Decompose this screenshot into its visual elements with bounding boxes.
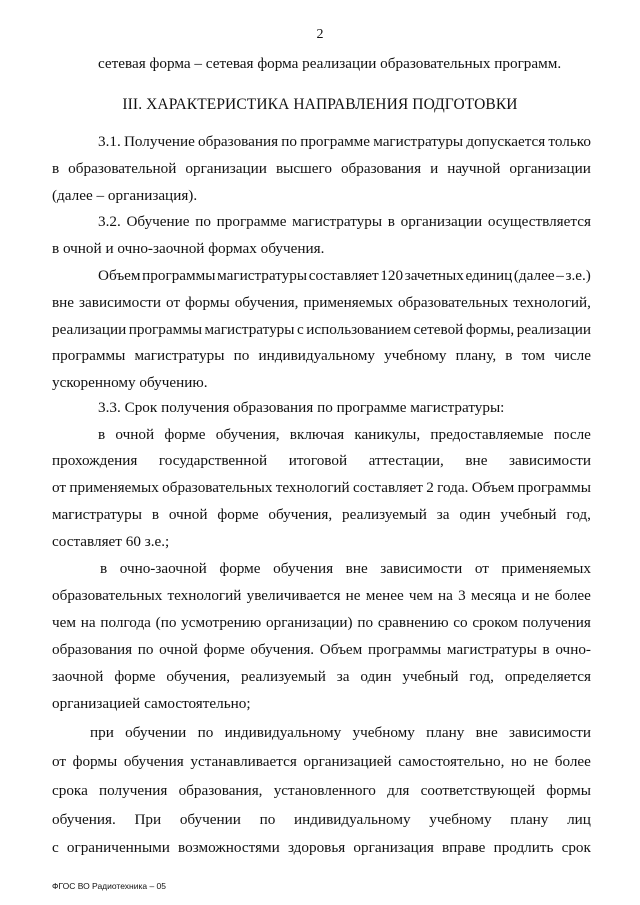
text-line: с ограниченными возможностями здоровья организация вправе продлить срок [52, 839, 591, 856]
text-line: составляет 60 з.е.; [52, 533, 170, 550]
text-line: образования по очной форме обучения. Объем программы магистратуры в очно- [52, 641, 591, 658]
text-line: в образовательной организации высшего образования и научной организации [52, 160, 591, 177]
text-line: 3.3. Срок получения образования по программе магистратуры: [98, 399, 505, 416]
text-line: вне зависимости от формы обучения, применяемых образовательных технологий, [52, 294, 591, 311]
text-line: программы магистратуры по индивидуальному учебному плану, в том числе [52, 347, 591, 364]
text-line: от формы обучения устанавливается организацией самостоятельно, но не более [52, 753, 591, 770]
text-line: в очно-заочной форме обучения вне зависимости от применяемых [100, 560, 591, 577]
text-line: ускоренному обучению. [52, 374, 208, 391]
page-number: 2 [316, 27, 324, 42]
text-line: срока получения образования, установленного для соответствующей формы [52, 782, 591, 799]
text-line: обучения. При обучении по индивидуальному учебному плану лиц [52, 811, 591, 828]
text-line: при обучении по индивидуальному учебному плану вне зависимости [90, 724, 591, 741]
text-line: 3.2. Обучение по программе магистратуры в организации осуществляется [98, 213, 591, 230]
text-line: (далее – организация). [52, 187, 198, 204]
page-footer: ФГОС ВО Радиотехника – 05 [52, 881, 166, 891]
text-line: Объем программы магистратуры составляет 120 зачетных единиц (далее – з.е.) [98, 267, 591, 284]
text-line: реализации программы магистратуры с использованием сетевой формы, реализации [52, 321, 591, 338]
text-line: организацией самостоятельно; [52, 695, 251, 712]
text-line: от применяемых образовательных технологий составляет 2 года. Объем программы [52, 479, 591, 496]
text-line: прохождения государственной итоговой аттестации, вне зависимости [52, 452, 591, 469]
text-line: магистратуры в очной форме обучения, реализуемый за один учебный год, [52, 506, 591, 523]
text-line: заочной форме обучения, реализуемый за один учебный год, определяется [52, 668, 591, 685]
text-line: в очной форме обучения, включая каникулы, предоставляемые после [98, 426, 591, 443]
section-heading: III. ХАРАКТЕРИСТИКА НАПРАВЛЕНИЯ ПОДГОТОВКИ [122, 96, 518, 113]
text-line: образовательных технологий увеличивается не менее чем на 3 месяца и не более [52, 587, 591, 604]
text-line: чем на полгода (по усмотрению организации) по сравнению со сроком получения [52, 614, 591, 631]
text-line: сетевая форма – сетевая форма реализации образовательных программ. [98, 55, 562, 72]
text-line: в очной и очно-заочной формах обучения. [52, 240, 325, 257]
text-line: 3.1. Получение образования по программе магистратуры допускается только [98, 133, 591, 150]
